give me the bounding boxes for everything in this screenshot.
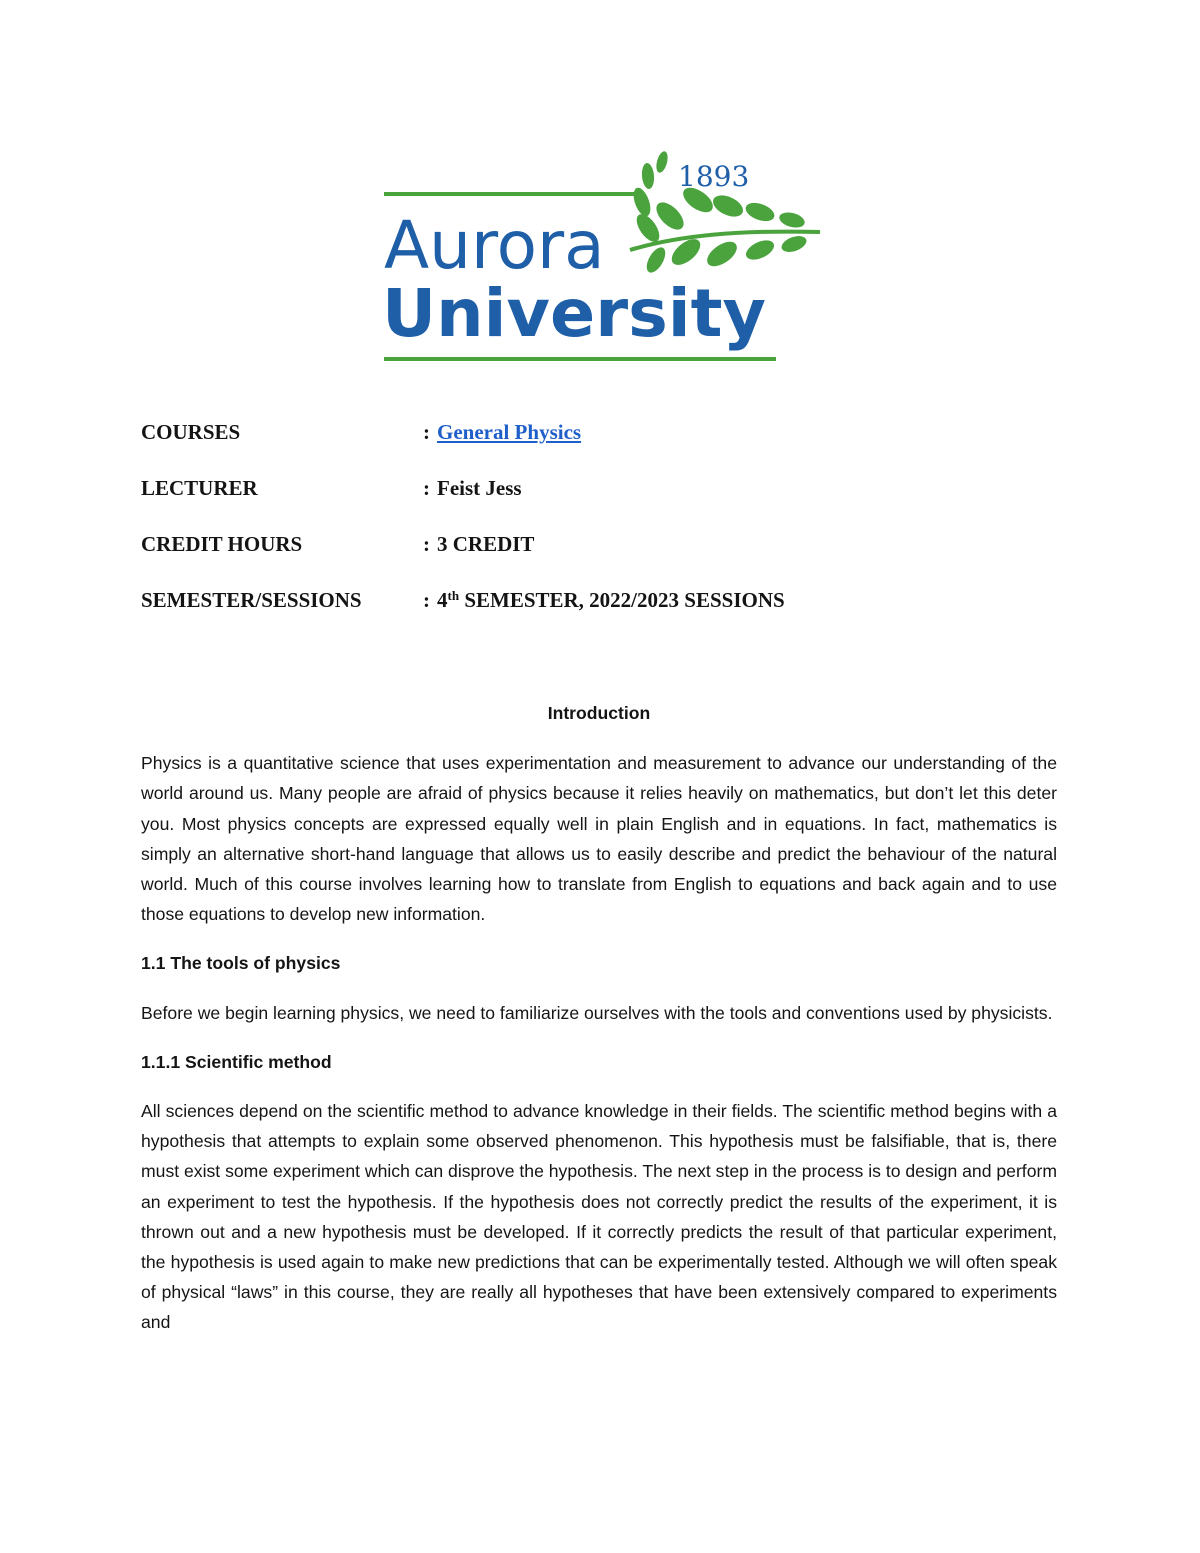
section-paragraph-1-1-1: All sciences depend on the scientific method to advance knowledge in their fields. The scientific method begins with a hypothesis that attempts to explain some observed phenomenon. This hypothesis must be falsifiable, that is, there must exist some experiment which can disprove the hypothesis. The next step in the process is to design and perform an experiment to test the hypothesis. If the hypothesis does not correctly predict the results of the experiment, it is thrown out and a new hypothesis must be developed. If it correctly predicts the result of that particular experiment, the hypothesis is used again to make new predictions that can be experimentally tested. Although we will often speak of physical “laws” in this course, they are really all hypotheses that have been extensively compared to experiments and: [141, 1101, 1057, 1333]
info-label: CREDIT HOURS: [141, 532, 303, 556]
document-body: [141, 698, 1057, 1357]
course-info: [141, 415, 1101, 639]
semester-ordinal-suffix: th: [447, 588, 460, 603]
logo-wordmark-aurora: Aurora: [384, 207, 605, 284]
logo-top-rule: [384, 192, 639, 196]
university-logo: [380, 140, 830, 370]
section-heading-1-1: 1.1 The tools of physics: [141, 953, 341, 974]
info-colon: :: [423, 420, 430, 444]
info-row-semester: [141, 583, 1101, 639]
info-row-lecturer: [141, 471, 1101, 527]
section-paragraph-1-1: Before we begin learning physics, we need to familiarize ourselves with the tools and conventions used by physicists.: [141, 1002, 1053, 1023]
info-colon: :: [423, 588, 430, 612]
introduction-paragraph: Physics is a quantitative science that uses experimentation and measurement to advance our understanding of the world around us. Many people are afraid of physics because it relies heavily on mathematics, but don’t let this deter you. Most physics concepts are expressed equally well in plain English and in equations. In fact, mathematics is simply an alternative short-hand language that allows us to easily describe and predict the behaviour of the natural world. Much of this course involves learning how to translate from English to equations and back again and to use those equations to develop new information.: [141, 753, 1057, 925]
lecturer-name: Feist Jess: [437, 476, 522, 500]
semester-value: [437, 583, 785, 617]
credit-hours-value: 3 CREDIT: [437, 532, 535, 556]
info-row-credit-hours: [141, 527, 1101, 583]
course-name-link[interactable]: General Physics: [437, 420, 582, 444]
info-label: LECTURER: [141, 476, 258, 500]
logo-year: 1893: [678, 160, 750, 193]
info-label: COURSES: [141, 420, 241, 444]
info-row-courses: [141, 415, 1101, 471]
logo-bottom-rule: [384, 357, 776, 361]
logo-wordmark-university: University: [382, 275, 766, 352]
logo-graphic: [380, 140, 830, 370]
info-label: SEMESTER/SESSIONS: [141, 588, 362, 612]
info-colon: :: [423, 532, 430, 556]
section-heading-1-1-1: 1.1.1 Scientific method: [141, 1051, 332, 1072]
introduction-heading: Introduction: [547, 703, 651, 723]
info-colon: :: [423, 476, 430, 500]
semester-number: 4: [437, 588, 448, 612]
semester-session-text: SEMESTER, 2022/2023 SESSIONS: [459, 588, 785, 612]
